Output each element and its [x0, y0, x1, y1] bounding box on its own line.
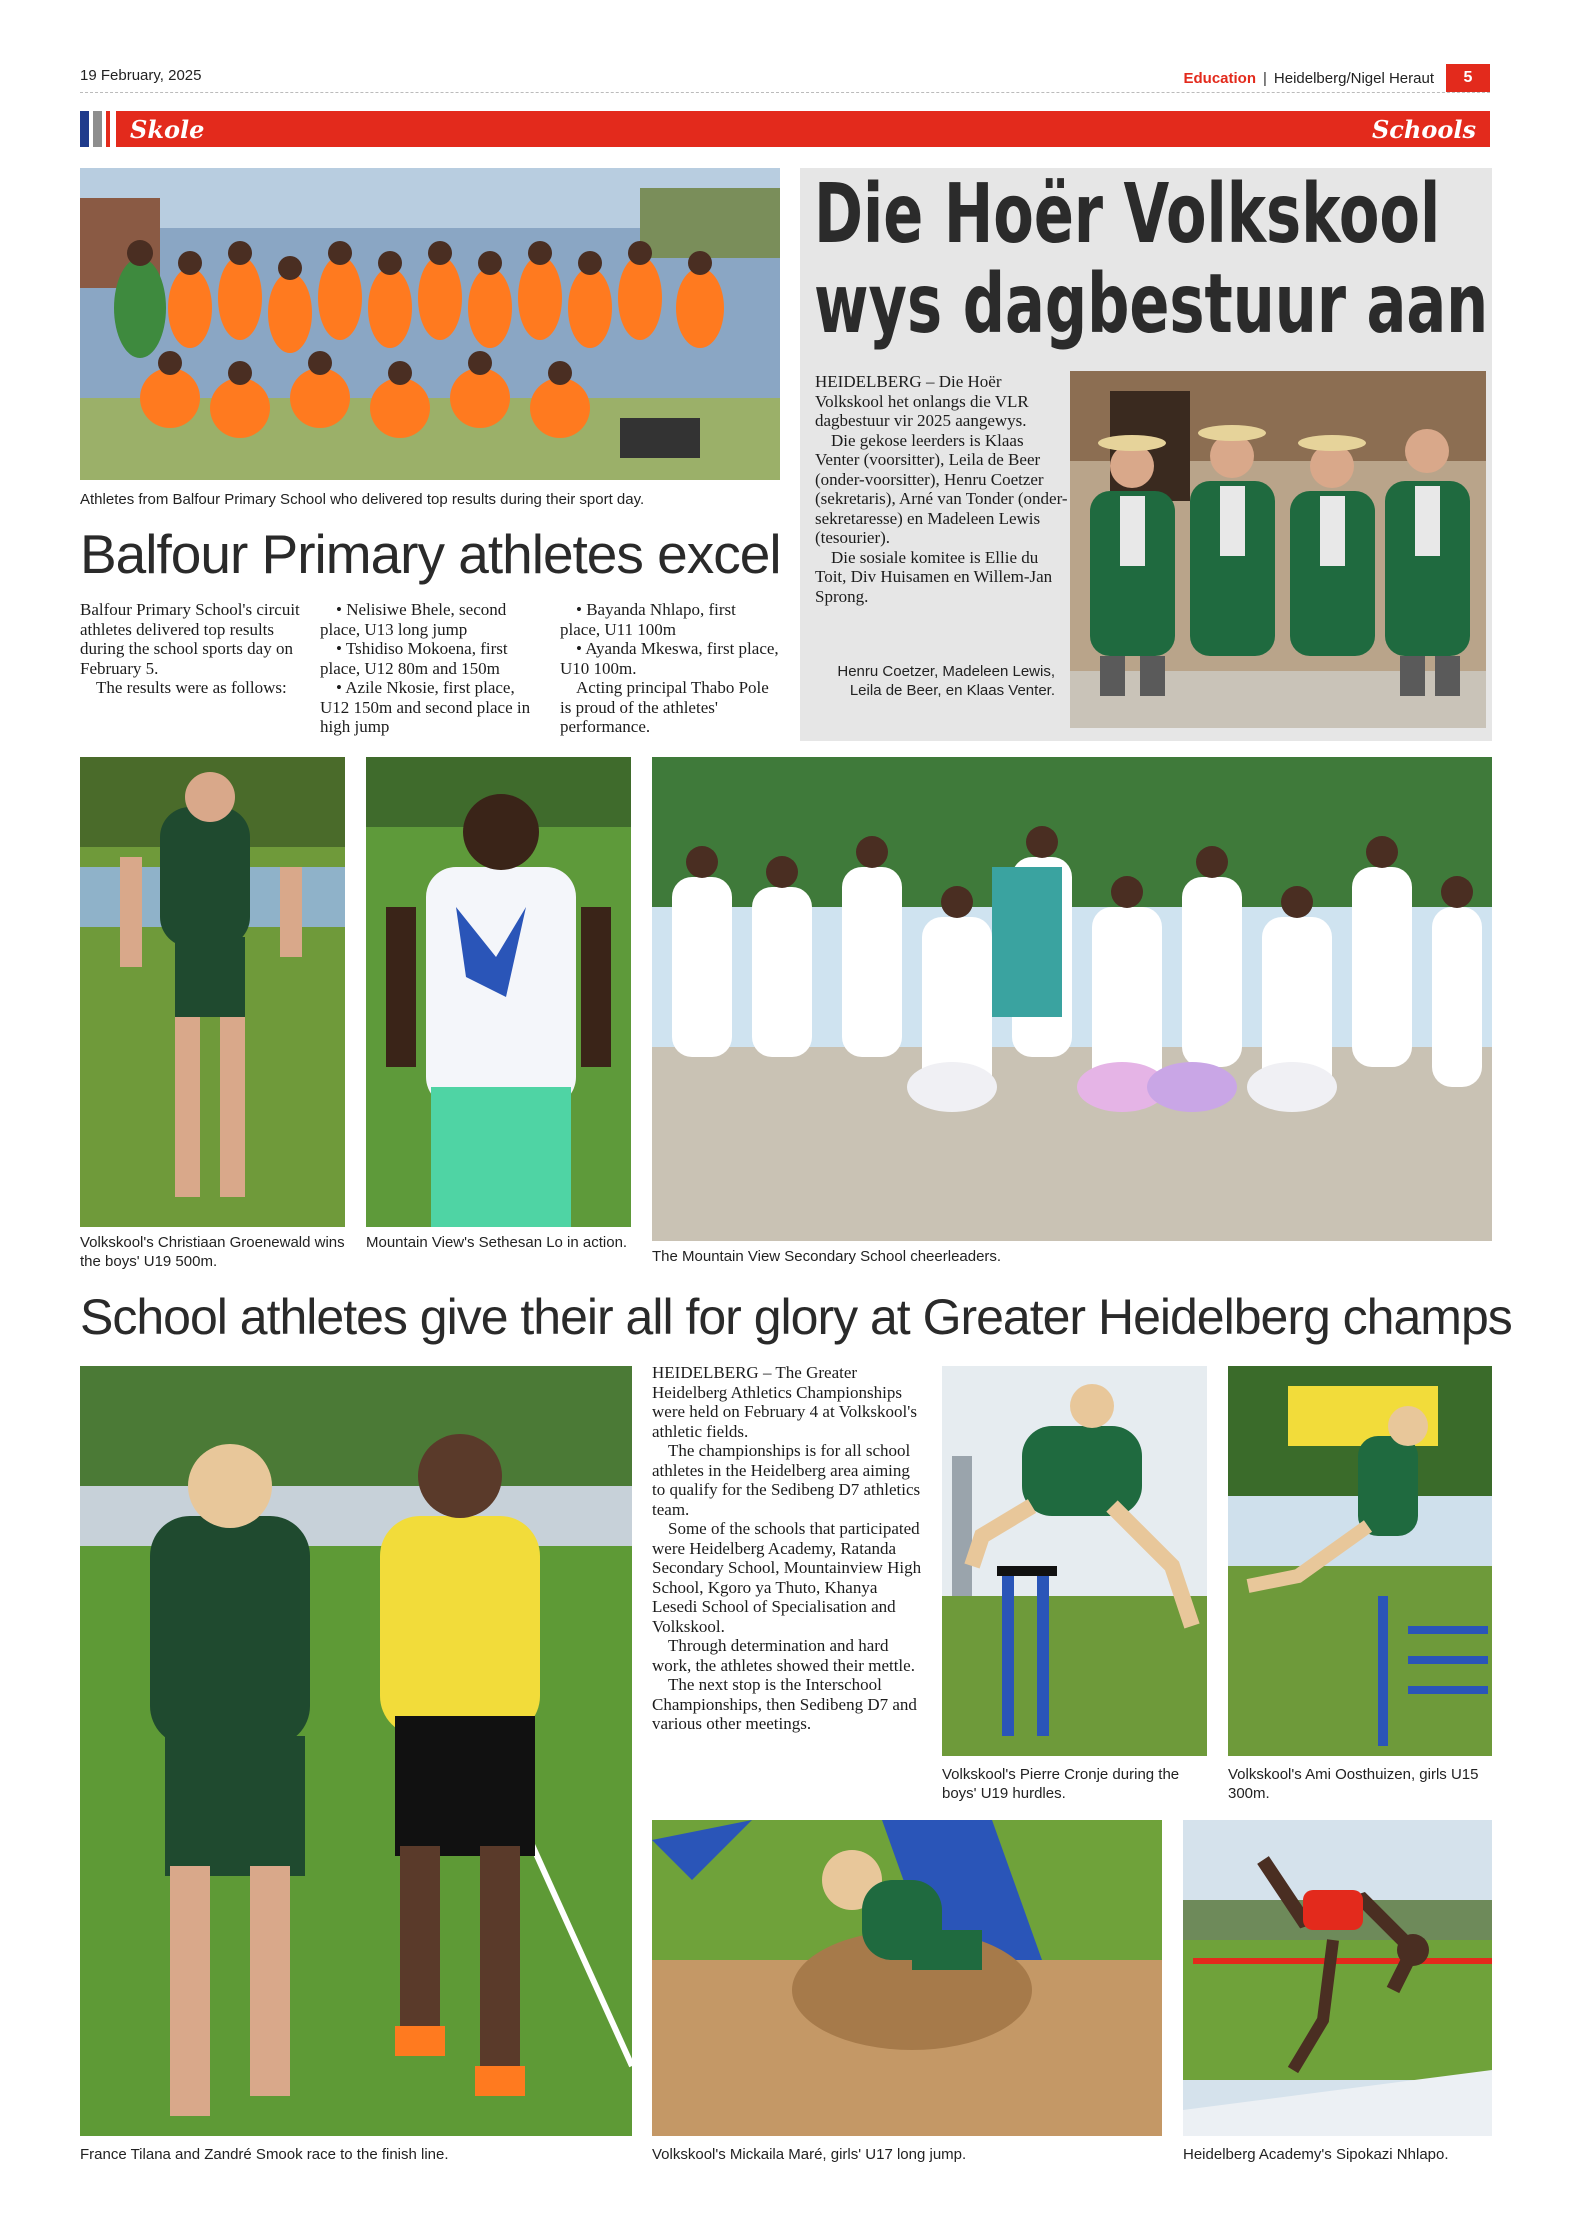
section-bar-left-label: Skole [130, 114, 205, 144]
volkskool-article-box [800, 168, 1492, 741]
sethesan-caption: Mountain View's Sethesan Lo in action. [366, 1234, 628, 1251]
section-bar-stripes [80, 111, 110, 147]
champs-body [652, 1363, 922, 1734]
section-bar-right-label: Schools [1371, 114, 1476, 144]
cronje-photo [942, 1366, 1207, 1756]
balfour-paragraph: Acting principal Thabo Pole is proud of the athletes' performance. [560, 678, 769, 736]
nhlapo-caption: Heidelberg Academy's Sipokazi Nhlapo. [1183, 2146, 1449, 2163]
champs-paragraph: Some of the schools that participated were Heidelberg Academy, Ratanda Secondary School, Mountainview High School, Kgoro ya Thuto, Khanya Lesedi School of Specialisation and Volkskool. [652, 1519, 922, 1636]
race-caption: France Tilana and Zandré Smook race to the finish line. [80, 2146, 449, 2163]
balfour-column-2 [320, 600, 540, 737]
balfour-result-item: • Bayanda Nhlapo, first place, U11 100m [560, 600, 736, 639]
volkskool-paragraph: Die gekose leerders is Klaas Venter (voorsitter), Leila de Beer (onder-voorsitter), Henru Coetzer (sekretaris), Arné van Tonder (onder-sekretaresse) en Madeleen Lewis (tesourier). [815, 430, 1068, 547]
page-number: 5 [1446, 64, 1490, 92]
nhlapo-high-jump-photo [1183, 1820, 1492, 2136]
volkskool-leaders-photo [1070, 371, 1486, 728]
balfour-column-1 [80, 600, 300, 698]
race-photo [80, 1366, 632, 2136]
newspaper-name: Heidelberg/Nigel Heraut [1273, 69, 1434, 87]
volkskool-photo-caption: Henru Coetzer, Madeleen Lewis, Leila de Beer, en Klaas Venter. [837, 663, 1055, 699]
balfour-result-item: • Nelisiwe Bhele, second place, U13 long jump [320, 600, 507, 639]
balfour-paragraph: Balfour Primary School's circuit athletes delivered top results during the school sports day on February 5. [80, 600, 300, 678]
page-header-right [1183, 64, 1490, 92]
balfour-column-3 [560, 600, 780, 737]
balfour-paragraph: The results were as follows: [96, 678, 287, 697]
balfour-headline: Balfour Primary athletes excel [80, 523, 781, 585]
groenewald-caption: Volkskool's Christiaan Groenewald wins the boys' U19 500m. [80, 1234, 345, 1270]
groenewald-photo [80, 757, 345, 1227]
volkskool-paragraph: Die sosiale komitee is Ellie du Toit, Div Huisamen en Willem-Jan Sprong. [815, 547, 1053, 606]
issue-date: 19 February, 2025 [80, 67, 202, 84]
section-bar [116, 111, 1490, 147]
header-divider [80, 92, 1490, 93]
volkskool-paragraph: HEIDELBERG – Die Hoër Volkskool het onlangs die VLR dagbestuur vir 2025 aangewys. [815, 372, 1029, 430]
cronje-caption: Volkskool's Pierre Cronje during the boys' U19 hurdles. [942, 1766, 1180, 1802]
mare-long-jump-photo [652, 1820, 1162, 2136]
volkskool-body [815, 372, 1070, 606]
champs-headline: School athletes give their all for glory at Greater Heidelberg champs [80, 1289, 1512, 1345]
balfour-group-photo [80, 168, 780, 480]
balfour-result-item: • Tshidiso Mokoena, first place, U12 80m and 150m [320, 639, 508, 678]
champs-paragraph: HEIDELBERG – The Greater Heidelberg Athletics Championships were held on February 4 at Volkskool's athletic fields. [652, 1363, 917, 1441]
oosthuizen-caption: Volkskool's Ami Oosthuizen, girls U15 300m. [1228, 1766, 1479, 1802]
cheerleaders-photo [652, 757, 1492, 1241]
balfour-result-item: • Ayanda Mkeswa, first place, U10 100m. [560, 639, 779, 678]
header-separator: | [1263, 69, 1267, 87]
balfour-result-item: • Azile Nkosie, first place, U12 150m and second place in high jump [320, 678, 531, 736]
volkskool-headline-line-1: Die Hoër Volkskool [814, 167, 1441, 262]
mare-caption: Volkskool's Mickaila Maré, girls' U17 long jump. [652, 2146, 967, 2163]
cheerleaders-caption: The Mountain View Secondary School cheerleaders. [652, 1248, 1002, 1265]
volkskool-headline [814, 167, 1489, 352]
balfour-photo-caption: Athletes from Balfour Primary School who delivered top results during their sport day. [80, 491, 645, 508]
sethesan-photo [366, 757, 631, 1227]
oosthuizen-photo [1228, 1366, 1492, 1756]
champs-paragraph: Through determination and hard work, the athletes showed their mettle. [652, 1636, 915, 1675]
section-label: Education [1183, 69, 1256, 87]
champs-paragraph: The next stop is the Interschool Championships, then Sedibeng D7 and various other meetings. [652, 1675, 917, 1733]
volkskool-headline-line-2: wys dagbestuur aan [814, 257, 1489, 352]
champs-paragraph: The championships is for all school athletes in the Heidelberg area aiming to qualify for the Sedibeng D7 athletics team. [652, 1441, 921, 1519]
